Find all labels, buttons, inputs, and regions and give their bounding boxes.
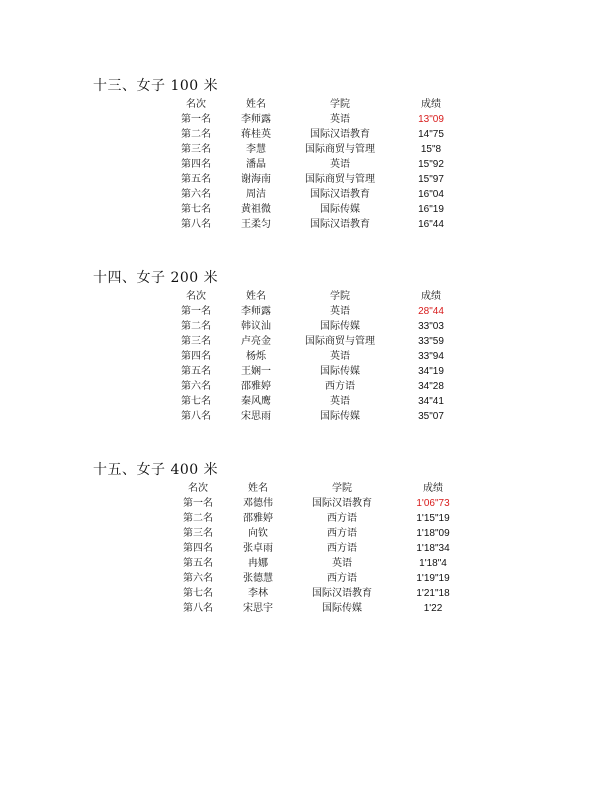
header-rank: 名次 <box>188 483 208 494</box>
header-name: 姓名 <box>246 291 266 302</box>
name-cell: 谢海南 <box>241 174 271 185</box>
rank-cell: 第三名 <box>183 528 213 539</box>
school-cell: 国际汉语教育 <box>310 219 370 230</box>
name-cell: 宋思雨 <box>241 411 271 422</box>
name-cell: 蒋桂英 <box>241 129 271 140</box>
name-cell: 黄祖微 <box>241 204 271 215</box>
name-cell: 韩议汕 <box>241 321 271 332</box>
table-row <box>166 217 468 232</box>
section-title: 十五、女子 400 米 <box>93 462 219 478</box>
rank-cell: 第四名 <box>183 543 213 554</box>
table-row <box>168 526 470 541</box>
school-cell: 国际商贸与管理 <box>305 144 375 155</box>
school-cell: 西方语 <box>325 381 355 392</box>
table-row <box>166 349 468 364</box>
rank-cell: 第二名 <box>181 129 211 140</box>
name-cell: 杨烁 <box>246 351 266 362</box>
results-table <box>166 289 468 424</box>
name-cell: 李慧 <box>246 144 266 155</box>
table-row <box>166 364 468 379</box>
header-score: 成绩 <box>421 291 441 302</box>
score-cell: 34"19 <box>418 366 444 377</box>
score-cell: 33"59 <box>418 336 444 347</box>
school-cell: 西方语 <box>327 573 357 584</box>
name-cell: 邵雅婷 <box>243 513 273 524</box>
header-school: 学院 <box>332 483 352 494</box>
name-cell: 李师露 <box>241 114 271 125</box>
school-cell: 英语 <box>330 351 350 362</box>
table-row <box>166 304 468 319</box>
score-cell-winner: 1'06"73 <box>416 498 450 509</box>
name-cell: 李师露 <box>241 306 271 317</box>
rank-cell: 第二名 <box>183 513 213 524</box>
table-row <box>168 496 470 511</box>
school-cell: 国际商贸与管理 <box>305 174 375 185</box>
header-school: 学院 <box>330 99 350 110</box>
school-cell: 英语 <box>332 558 352 569</box>
table-header-row <box>166 289 468 304</box>
table-row <box>166 127 468 142</box>
rank-cell: 第五名 <box>183 558 213 569</box>
header-name: 姓名 <box>248 483 268 494</box>
name-cell: 邵雅婷 <box>241 381 271 392</box>
score-cell: 34"41 <box>418 396 444 407</box>
table-row <box>166 319 468 334</box>
rank-cell: 第四名 <box>181 159 211 170</box>
header-rank: 名次 <box>186 99 206 110</box>
school-cell: 国际汉语教育 <box>310 189 370 200</box>
results-table <box>168 481 470 616</box>
name-cell: 王柔匀 <box>241 219 271 230</box>
name-cell: 邓德伟 <box>243 498 273 509</box>
school-cell: 国际传媒 <box>322 603 362 614</box>
name-cell: 周洁 <box>246 189 266 200</box>
school-cell: 英语 <box>330 396 350 407</box>
name-cell: 冉娜 <box>248 558 268 569</box>
rank-cell: 第八名 <box>181 411 211 422</box>
table-row <box>168 571 470 586</box>
rank-cell: 第七名 <box>181 396 211 407</box>
score-cell: 34"28 <box>418 381 444 392</box>
score-cell-winner: 28"44 <box>418 306 444 317</box>
school-cell: 西方语 <box>327 543 357 554</box>
rank-cell: 第五名 <box>181 174 211 185</box>
school-cell: 国际传媒 <box>320 411 360 422</box>
rank-cell: 第七名 <box>183 588 213 599</box>
rank-cell: 第三名 <box>181 144 211 155</box>
rank-cell: 第八名 <box>181 219 211 230</box>
table-row <box>166 112 468 127</box>
score-cell: 1'18"34 <box>416 543 450 554</box>
school-cell: 国际传媒 <box>320 204 360 215</box>
rank-cell: 第七名 <box>181 204 211 215</box>
score-cell: 15"8 <box>420 144 442 155</box>
section-title: 十三、女子 100 米 <box>93 78 219 94</box>
table-row <box>168 511 470 526</box>
name-cell: 秦风鹰 <box>241 396 271 407</box>
score-cell: 1'18"4 <box>419 558 447 569</box>
score-cell: 15"97 <box>418 174 444 185</box>
table-row <box>166 409 468 424</box>
score-cell: 16"04 <box>418 189 444 200</box>
rank-cell: 第三名 <box>181 336 211 347</box>
school-cell: 国际商贸与管理 <box>305 336 375 347</box>
score-cell: 35"07 <box>418 411 444 422</box>
score-cell: 1'19"19 <box>416 573 450 584</box>
table-row <box>166 157 468 172</box>
school-cell: 国际汉语教育 <box>312 498 372 509</box>
header-score: 成绩 <box>423 483 443 494</box>
table-row <box>168 586 470 601</box>
score-cell-winner: 13"09 <box>418 114 444 125</box>
table-row <box>166 379 468 394</box>
rank-cell: 第一名 <box>181 114 211 125</box>
name-cell: 宋思宇 <box>243 603 273 614</box>
school-cell: 英语 <box>330 114 350 125</box>
table-row <box>168 601 470 616</box>
name-cell: 张德慧 <box>243 573 273 584</box>
school-cell: 国际传媒 <box>320 366 360 377</box>
rank-cell: 第一名 <box>181 306 211 317</box>
results-table <box>166 97 468 232</box>
rank-cell: 第六名 <box>181 189 211 200</box>
score-cell: 15"92 <box>418 159 444 170</box>
rank-cell: 第六名 <box>183 573 213 584</box>
rank-cell: 第五名 <box>181 366 211 377</box>
score-cell: 1'21"18 <box>416 588 450 599</box>
school-cell: 英语 <box>330 306 350 317</box>
table-row <box>166 394 468 409</box>
rank-cell: 第六名 <box>181 381 211 392</box>
score-cell: 16"44 <box>418 219 444 230</box>
table-row <box>166 334 468 349</box>
score-cell: 1'15"19 <box>416 513 450 524</box>
rank-cell: 第四名 <box>181 351 211 362</box>
rank-cell: 第一名 <box>183 498 213 509</box>
header-score: 成绩 <box>421 99 441 110</box>
name-cell: 向钦 <box>248 528 268 539</box>
school-cell: 国际传媒 <box>320 321 360 332</box>
score-cell: 33"03 <box>418 321 444 332</box>
table-row <box>166 202 468 217</box>
table-row <box>168 556 470 571</box>
table-header-row <box>168 481 470 496</box>
score-cell: 1'18"09 <box>416 528 450 539</box>
school-cell: 国际汉语教育 <box>312 588 372 599</box>
score-cell: 33"94 <box>418 351 444 362</box>
name-cell: 卢亮金 <box>241 336 271 347</box>
school-cell: 国际汉语教育 <box>310 129 370 140</box>
section-title: 十四、女子 200 米 <box>93 270 219 286</box>
school-cell: 西方语 <box>327 513 357 524</box>
table-row <box>166 172 468 187</box>
name-cell: 李林 <box>248 588 268 599</box>
score-cell: 14"75 <box>418 129 444 140</box>
score-cell: 1'22 <box>423 603 443 614</box>
header-rank: 名次 <box>186 291 206 302</box>
name-cell: 潘晶 <box>246 159 266 170</box>
school-cell: 西方语 <box>327 528 357 539</box>
table-header-row <box>166 97 468 112</box>
header-name: 姓名 <box>246 99 266 110</box>
rank-cell: 第二名 <box>181 321 211 332</box>
name-cell: 王娴一 <box>241 366 271 377</box>
table-row <box>166 187 468 202</box>
table-row <box>166 142 468 157</box>
rank-cell: 第八名 <box>183 603 213 614</box>
score-cell: 16"19 <box>418 204 444 215</box>
school-cell: 英语 <box>330 159 350 170</box>
header-school: 学院 <box>330 291 350 302</box>
table-row <box>168 541 470 556</box>
name-cell: 张卓雨 <box>243 543 273 554</box>
